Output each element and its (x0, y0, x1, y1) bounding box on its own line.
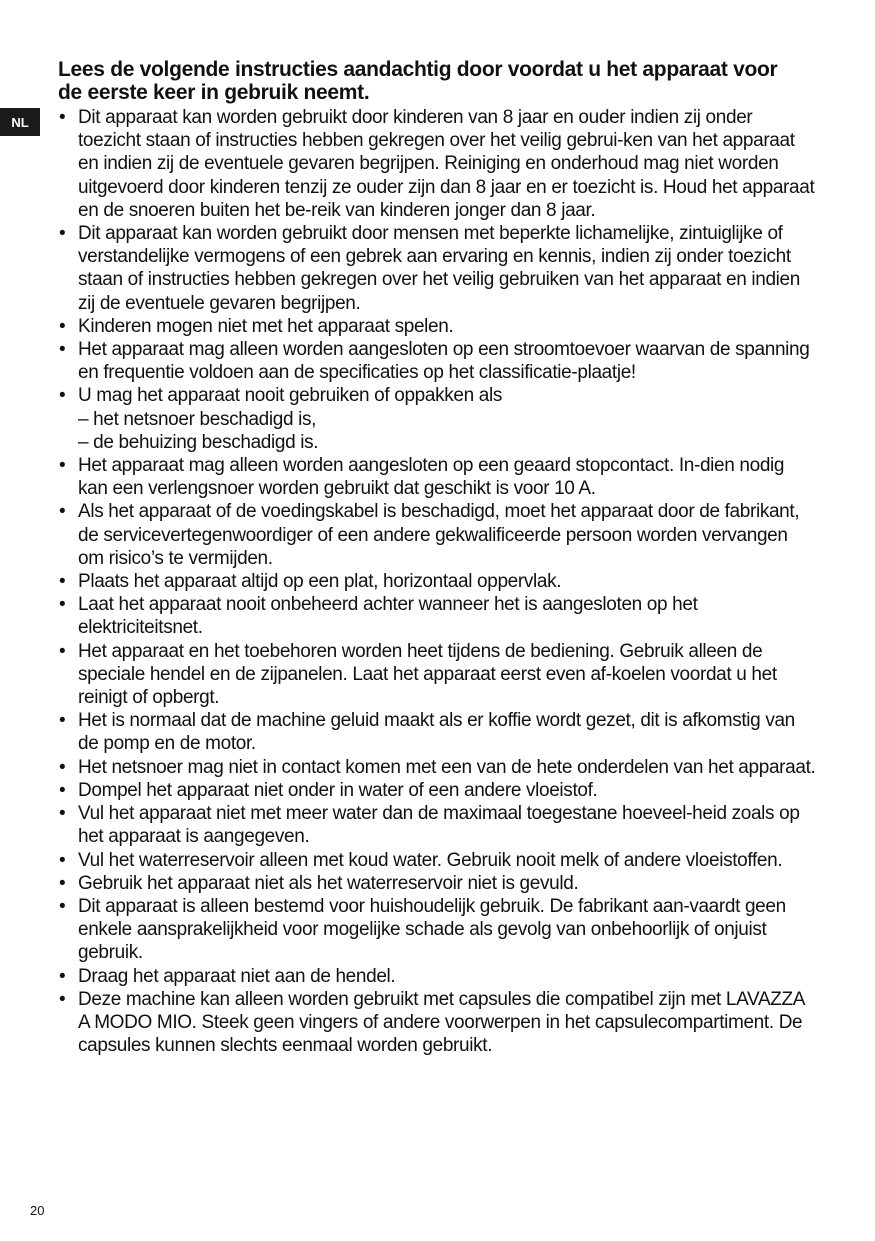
list-item: • Dit apparaat kan worden gebruikt door kinderen van 8 jaar en ouder indien zij onder toezicht staan of instructies hebben gekregen over het veilig gebrui-ken van het apparaat en indien zij de eventuele gevaren begrijpen. Reiniging en onderhoud mag niet worden uitgevoerd door kinderen tenzij ze ouder zijn dan 8 jaar en er toezicht is. Houd het apparaat en de snoeren buiten het be-reik van kinderen jonger dan 8 jaar. (58, 106, 818, 222)
list-item: • Kinderen mogen niet met het apparaat spelen. (58, 315, 818, 338)
list-item: • Het apparaat mag alleen worden aangesloten op een stroomtoevoer waarvan de spanning en frequentie voldoen aan de specificaties op het classificatie-plaatje! (58, 338, 818, 384)
page-heading (58, 58, 818, 104)
list-item: • Plaats het apparaat altijd op een plat, horizontaal oppervlak. (58, 570, 818, 593)
list-item: • Vul het apparaat niet met meer water dan de maximaal toegestane hoeveel-heid zoals op het apparaat is aangegeven. (58, 802, 818, 848)
list-item: • Als het apparaat of de voedingskabel is beschadigd, moet het apparaat door de fabrikant, de servicevertegenwoordiger of een andere gekwalificeerde persoon worden vervangen om risico’s te vermijden. (58, 500, 818, 570)
list-item: • Het apparaat en het toebehoren worden heet tijdens de bediening. Gebruik alleen de speciale hendel en de zijpanelen. Laat het apparaat eerst even af-koelen voordat u het reinigt of opbergt. (58, 640, 818, 710)
list-item: • Vul het waterreservoir alleen met koud water. Gebruik nooit melk of andere vloeistoffen. (58, 849, 818, 872)
list-item: • Deze machine kan alleen worden gebruikt met capsules die compatibel zijn met LAVAZZA A MODO MIO. Steek geen vingers of andere voorwerpen in het capsulecompartiment. De capsules kunnen slechts eenmaal worden gebruikt. (58, 988, 818, 1058)
heading-line-2: de eerste keer in gebruik neemt. (58, 81, 370, 104)
list-item: • Dit apparaat kan worden gebruikt door mensen met beperkte lichamelijke, zintuiglijke of verstandelijke vermogens of een gebrek aan ervaring en kennis, indien zij onder toezicht staan of instructies hebben gekregen over het veilig gebruiken van het apparaat en indien zij de eventuele gevaren begrijpen. (58, 222, 818, 315)
list-item: • Dompel het apparaat niet onder in water of een andere vloeistof. (58, 779, 818, 802)
language-tab: NL (0, 108, 40, 136)
heading-line-1: Lees de volgende instructies aandachtig door voordat u het apparaat voor (58, 58, 778, 81)
safety-instructions-list (58, 106, 818, 1057)
list-item: • Draag het apparaat niet aan de hendel. (58, 965, 818, 988)
list-item: • Gebruik het apparaat niet als het waterreservoir niet is gevuld. (58, 872, 818, 895)
list-item: • Het netsnoer mag niet in contact komen met een van de hete onderdelen van het apparaat. (58, 756, 818, 779)
list-item: • Dit apparaat is alleen bestemd voor huishoudelijk gebruik. De fabrikant aan-vaardt geen enkele aansprakelijkheid voor mogelijke schade als gevolg van onbehoorlijk of onjuist gebruik. (58, 895, 818, 965)
list-item: • Het apparaat mag alleen worden aangesloten op een geaard stopcontact. In-dien nodig kan een verlengsnoer worden gebruikt dat geschikt is voor 10 A. (58, 454, 818, 500)
list-item: • Laat het apparaat nooit onbeheerd achter wanneer het is aangesloten op het elektriciteitsnet. (58, 593, 818, 639)
list-item: • Het is normaal dat de machine geluid maakt als er koffie wordt gezet, dit is afkomstig van de pomp en de motor. (58, 709, 818, 755)
list-item: • U mag het apparaat nooit gebruiken of oppakken als – het netsnoer beschadigd is, – de behuizing beschadigd is. (58, 384, 818, 454)
instructions-section (58, 58, 818, 1057)
page-number: 20 (30, 1203, 45, 1218)
